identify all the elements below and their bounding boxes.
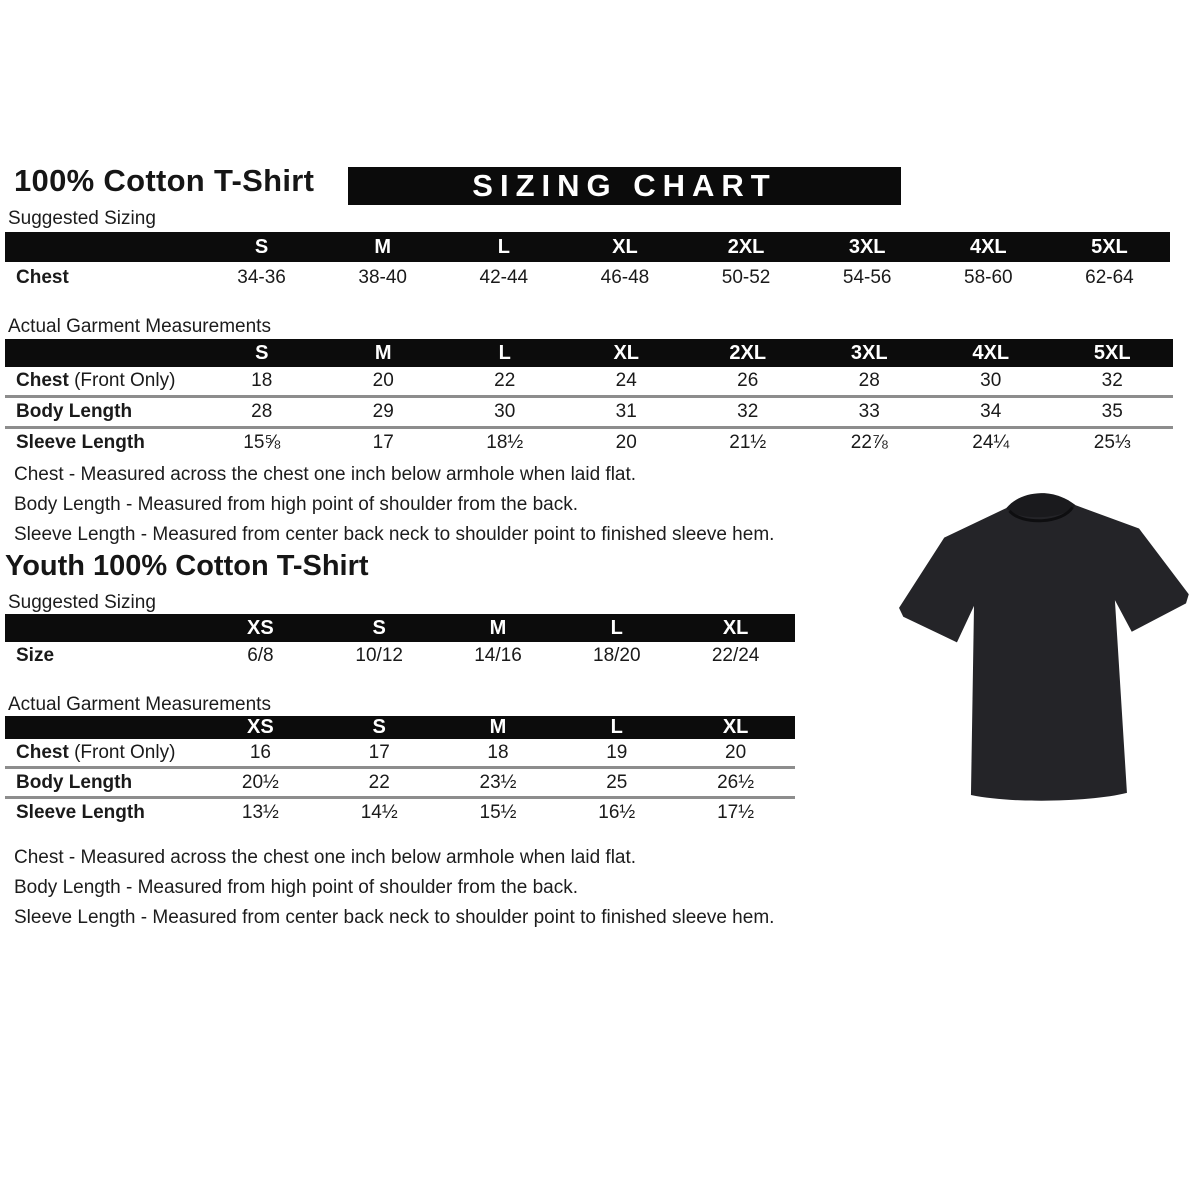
measurement-value-cell: 18/20 xyxy=(593,645,641,666)
youth-suggested-sizing-label: Suggested Sizing xyxy=(8,592,156,613)
measurement-value-cell: 17 xyxy=(372,432,394,453)
measurement-value-cell: 10/12 xyxy=(355,645,403,666)
size-column-header: L xyxy=(443,232,564,262)
adult-actual-measurements-table xyxy=(5,339,1173,457)
measurement-value-cell: 54-56 xyxy=(842,266,892,288)
measurement-note-body-length: Body Length - Measured from high point of shoulder from the back. xyxy=(14,494,578,515)
size-column-header: 2XL xyxy=(686,232,807,262)
size-column-header: XL xyxy=(676,716,795,739)
size-column-header: 3XL xyxy=(809,339,931,367)
measurement-value-cell: 50-52 xyxy=(721,266,771,288)
measurement-value-cell: 32 xyxy=(687,397,809,428)
size-column-header: L xyxy=(557,614,676,642)
measurement-value-cell: 42-44 xyxy=(479,266,529,288)
measurement-value-cell: 38-40 xyxy=(358,266,407,288)
measurement-value-cell: 22⅞ xyxy=(850,432,888,453)
youth-section-title: Youth 100% Cotton T-Shirt xyxy=(5,550,369,582)
measurement-value-cell: 26½ xyxy=(676,768,795,798)
size-column-header: 5XL xyxy=(1052,339,1174,367)
size-column-header: L xyxy=(444,339,566,367)
measurement-value-cell: 17½ xyxy=(717,801,755,823)
measurement-value-cell: 24¼ xyxy=(972,432,1010,453)
measurement-row xyxy=(5,262,1170,293)
measurement-note-chest: Chest - Measured across the chest one inch below armhole when laid flat. xyxy=(14,464,637,485)
measurement-value-cell: 18½ xyxy=(486,432,524,453)
size-column-header: XL xyxy=(564,232,685,262)
measurement-value-cell: 20½ xyxy=(201,768,320,798)
measurement-value-cell: 25 xyxy=(557,768,676,798)
size-header-row xyxy=(5,614,795,642)
row-label: Sleeve Length xyxy=(16,801,145,823)
measurement-value-cell: 30 xyxy=(930,367,1052,397)
size-column-header: S xyxy=(320,614,439,642)
measurement-value-cell: 20 xyxy=(676,739,795,768)
measurement-value-cell: 33 xyxy=(809,397,931,428)
measurement-value-cell: 35 xyxy=(1052,397,1174,428)
measurement-value-cell: 62-64 xyxy=(1085,266,1134,288)
row-label: Chest (Front Only) xyxy=(5,367,201,397)
measurement-value-cell: 22 xyxy=(444,367,566,397)
header-corner-cell xyxy=(5,716,201,739)
size-column-header: M xyxy=(323,339,445,367)
measurement-value-cell: 25⅓ xyxy=(1093,432,1131,453)
measurement-value-cell: 46-48 xyxy=(600,266,650,288)
measurement-row xyxy=(5,768,795,798)
adult-actual-measurements-label: Actual Garment Measurements xyxy=(8,316,271,337)
measurement-value-cell: 22/24 xyxy=(711,645,760,666)
row-label: Body Length xyxy=(5,397,201,428)
measurement-value-cell: 58-60 xyxy=(964,266,1013,288)
size-column-header: 2XL xyxy=(687,339,809,367)
measurement-row xyxy=(5,739,795,768)
row-label: Size xyxy=(16,645,55,666)
measurement-value-cell: 31 xyxy=(566,397,688,428)
measurement-value-cell: 34 xyxy=(930,397,1052,428)
size-column-header: XL xyxy=(566,339,688,367)
size-column-header: S xyxy=(201,232,322,262)
header-corner-cell xyxy=(5,339,201,367)
measurement-value-cell: 28 xyxy=(809,367,931,397)
measurement-value-cell: 6/8 xyxy=(247,645,274,666)
adult-suggested-sizing-table xyxy=(5,232,1170,293)
measurement-value-cell: 19 xyxy=(557,739,676,768)
measurement-value-cell: 16½ xyxy=(598,801,636,823)
measurement-value-cell: 29 xyxy=(323,397,445,428)
measurement-value-cell: 28 xyxy=(201,397,323,428)
size-column-header: 4XL xyxy=(928,232,1049,262)
measurement-note-chest: Chest - Measured across the chest one inch below armhole when laid flat. xyxy=(14,847,637,868)
measurement-value-cell: 23½ xyxy=(439,768,558,798)
measurement-row xyxy=(5,642,795,670)
size-header-row xyxy=(5,339,1173,367)
size-column-header: 3XL xyxy=(807,232,928,262)
size-column-header: XS xyxy=(201,614,320,642)
tshirt-body-shape xyxy=(896,492,1194,804)
measurement-row xyxy=(5,367,1173,397)
measurement-value-cell: 18 xyxy=(201,367,323,397)
size-column-header: 5XL xyxy=(1049,232,1170,262)
measurement-value-cell: 22 xyxy=(320,768,439,798)
header-corner-cell xyxy=(5,614,201,642)
measurement-note-sleeve-length: Sleeve Length - Measured from center back neck to shoulder point to finished sleeve hem. xyxy=(14,524,775,545)
size-column-header: XS xyxy=(201,716,320,739)
row-label: Chest xyxy=(16,266,69,288)
size-column-header: S xyxy=(201,339,323,367)
youth-suggested-sizing-table xyxy=(5,614,795,670)
size-column-header: 4XL xyxy=(930,339,1052,367)
size-column-header: M xyxy=(322,232,443,262)
row-label: Body Length xyxy=(5,768,201,798)
measurement-value-cell: 13½ xyxy=(241,801,279,823)
black-tshirt-image xyxy=(887,472,1200,814)
measurement-value-cell: 20 xyxy=(615,432,637,453)
measurement-row xyxy=(5,397,1173,428)
measurement-value-cell: 17 xyxy=(320,739,439,768)
measurement-value-cell: 30 xyxy=(444,397,566,428)
size-column-header: XL xyxy=(676,614,795,642)
measurement-value-cell: 15½ xyxy=(479,801,517,823)
sizing-chart-banner: SIZING CHART xyxy=(348,167,901,205)
adult-suggested-sizing-label: Suggested Sizing xyxy=(8,208,156,229)
measurement-note-body-length: Body Length - Measured from high point of shoulder from the back. xyxy=(14,877,578,898)
size-header-row xyxy=(5,716,795,739)
measurement-row xyxy=(5,428,1173,458)
page-title: 100% Cotton T-Shirt xyxy=(14,163,315,198)
measurement-value-cell: 34-36 xyxy=(237,266,286,288)
youth-actual-measurements-table xyxy=(5,716,795,826)
row-label: Sleeve Length xyxy=(16,432,145,453)
measurement-value-cell: 21½ xyxy=(729,432,767,453)
measurement-value-cell: 16 xyxy=(201,739,320,768)
size-column-header: L xyxy=(557,716,676,739)
measurement-value-cell: 15⅝ xyxy=(243,432,281,453)
header-corner-cell xyxy=(5,232,201,262)
measurement-value-cell: 18 xyxy=(439,739,558,768)
size-column-header: M xyxy=(439,716,558,739)
measurement-value-cell: 24 xyxy=(566,367,688,397)
measurement-value-cell: 14/16 xyxy=(474,645,522,666)
youth-actual-measurements-label: Actual Garment Measurements xyxy=(8,694,271,715)
measurement-value-cell: 32 xyxy=(1052,367,1174,397)
tshirt-graphic xyxy=(887,472,1200,814)
row-label: Chest (Front Only) xyxy=(5,739,201,768)
adult-notes xyxy=(14,460,774,550)
measurement-note-sleeve-length: Sleeve Length - Measured from center back neck to shoulder point to finished sleeve hem. xyxy=(14,907,775,928)
measurement-row xyxy=(5,798,795,827)
youth-notes xyxy=(14,843,774,933)
measurement-value-cell: 14½ xyxy=(360,801,398,823)
measurement-value-cell: 20 xyxy=(323,367,445,397)
size-column-header: S xyxy=(320,716,439,739)
size-column-header: M xyxy=(439,614,558,642)
size-header-row xyxy=(5,232,1170,262)
measurement-value-cell: 26 xyxy=(687,367,809,397)
